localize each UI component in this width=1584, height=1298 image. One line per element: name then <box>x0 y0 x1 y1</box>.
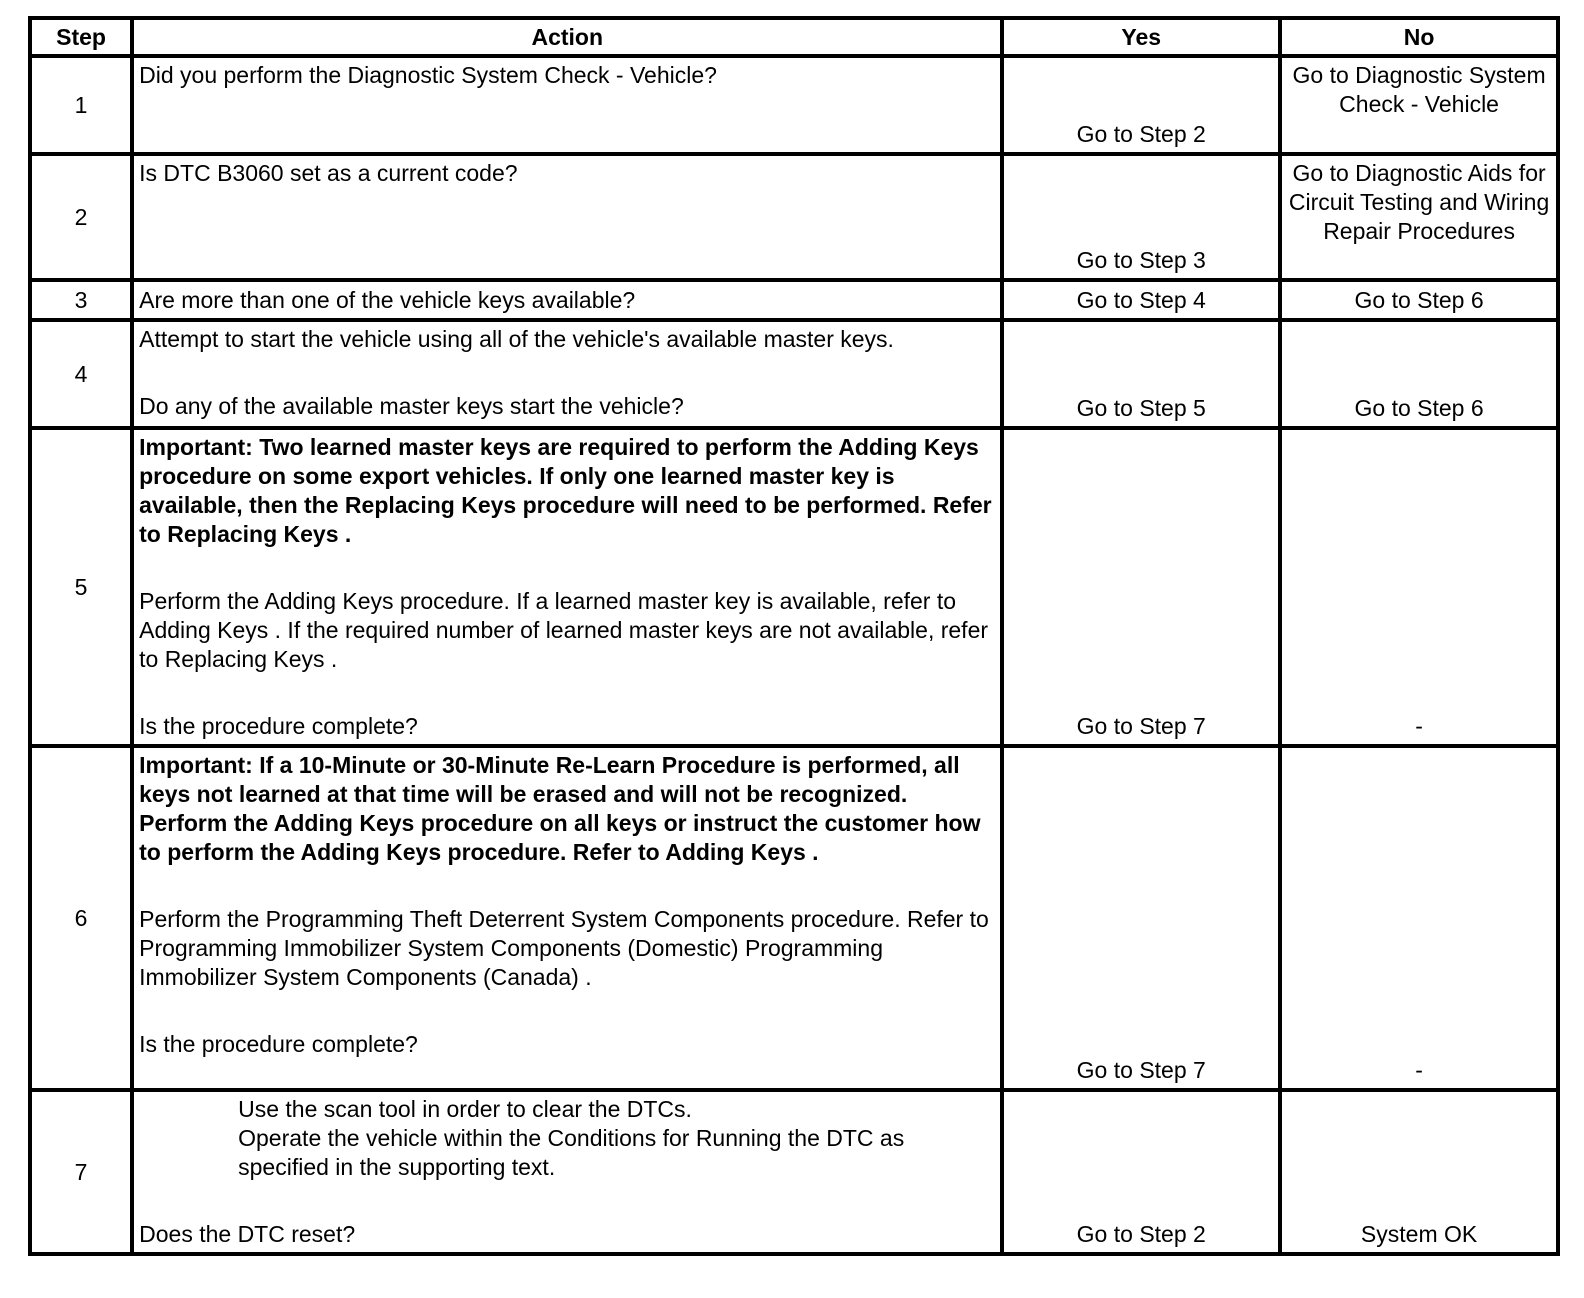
no-cell: Go to Diagnostic Aids for Circuit Testing and Wiring Repair Procedures <box>1280 154 1558 280</box>
no-cell: Go to Step 6 <box>1280 280 1558 320</box>
step-number: 3 <box>30 280 132 320</box>
action-text: Use the scan tool in order to clear the DTCs. <box>238 1096 692 1122</box>
action-cell <box>132 1090 1002 1254</box>
action-text: Is DTC B3060 set as a current code? <box>139 160 518 186</box>
action-cell <box>132 56 1002 154</box>
action-question: Is the procedure complete? <box>139 1031 418 1057</box>
action-question: Does the DTC reset? <box>139 1221 356 1247</box>
yes-cell: Go to Step 7 <box>1002 746 1280 1090</box>
diagnostic-table <box>28 16 1560 1256</box>
action-cell <box>132 320 1002 428</box>
action-text: Did you perform the Diagnostic System Check - Vehicle? <box>139 62 717 88</box>
yes-cell: Go to Step 2 <box>1002 1090 1280 1254</box>
action-text: Operate the vehicle within the Conditions for Running the DTC as specified in the supporting text. <box>238 1125 905 1180</box>
table-row <box>30 154 1558 280</box>
action-text: Are more than one of the vehicle keys available? <box>139 286 636 313</box>
step-number: 6 <box>30 746 132 1090</box>
yes-cell: Go to Step 7 <box>1002 428 1280 746</box>
yes-cell: Go to Step 3 <box>1002 154 1280 280</box>
step-number: 7 <box>30 1090 132 1254</box>
action-text: Attempt to start the vehicle using all of the vehicle's available master keys. <box>139 326 894 352</box>
header-yes: Yes <box>1002 18 1280 56</box>
action-text: Perform the Adding Keys procedure. If a learned master key is available, refer to Adding Keys . If the required number of learned master keys are not available, refer to Replacing Keys . <box>139 588 989 672</box>
step-number: 2 <box>30 154 132 280</box>
table-row <box>30 56 1558 154</box>
action-cell <box>132 154 1002 280</box>
no-cell: - <box>1280 746 1558 1090</box>
table-row <box>30 320 1558 428</box>
important-note: Important: If a 10-Minute or 30-Minute Re-Learn Procedure is performed, all keys not learned at that time will be erased and will not be recognized. Perform the Adding Keys procedure on all keys or instruct the customer how to perform the Adding Keys procedure. Refer to Adding Keys . <box>139 752 981 865</box>
action-question: Is the procedure complete? <box>139 713 418 739</box>
important-note: Important: Two learned master keys are required to perform the Adding Keys procedure on some export vehicles. If only one learned master key is available, then the Replacing Keys procedure will need to be performed. Refer to Replacing Keys . <box>139 434 992 547</box>
yes-cell: Go to Step 5 <box>1002 320 1280 428</box>
table-row <box>30 428 1558 746</box>
step-number: 5 <box>30 428 132 746</box>
no-cell: System OK <box>1280 1090 1558 1254</box>
step-number: 1 <box>30 56 132 154</box>
step-number: 4 <box>30 320 132 428</box>
no-cell: Go to Step 6 <box>1280 320 1558 428</box>
action-cell <box>132 746 1002 1090</box>
action-cell <box>132 280 1002 320</box>
header-action: Action <box>132 18 1002 56</box>
header-no: No <box>1280 18 1558 56</box>
action-question: Do any of the available master keys start the vehicle? <box>139 393 684 419</box>
no-cell: - <box>1280 428 1558 746</box>
table-row <box>30 746 1558 1090</box>
table-row <box>30 1090 1558 1254</box>
header-step: Step <box>30 18 132 56</box>
header-row <box>30 18 1558 56</box>
table-row <box>30 280 1558 320</box>
no-cell: Go to Diagnostic System Check - Vehicle <box>1280 56 1558 154</box>
action-cell <box>132 428 1002 746</box>
yes-cell: Go to Step 4 <box>1002 280 1280 320</box>
action-text: Perform the Programming Theft Deterrent System Components procedure. Refer to Programming Immobilizer System Components (Domestic) Programming Immobilizer System Components (Canada) . <box>139 906 989 990</box>
yes-cell: Go to Step 2 <box>1002 56 1280 154</box>
